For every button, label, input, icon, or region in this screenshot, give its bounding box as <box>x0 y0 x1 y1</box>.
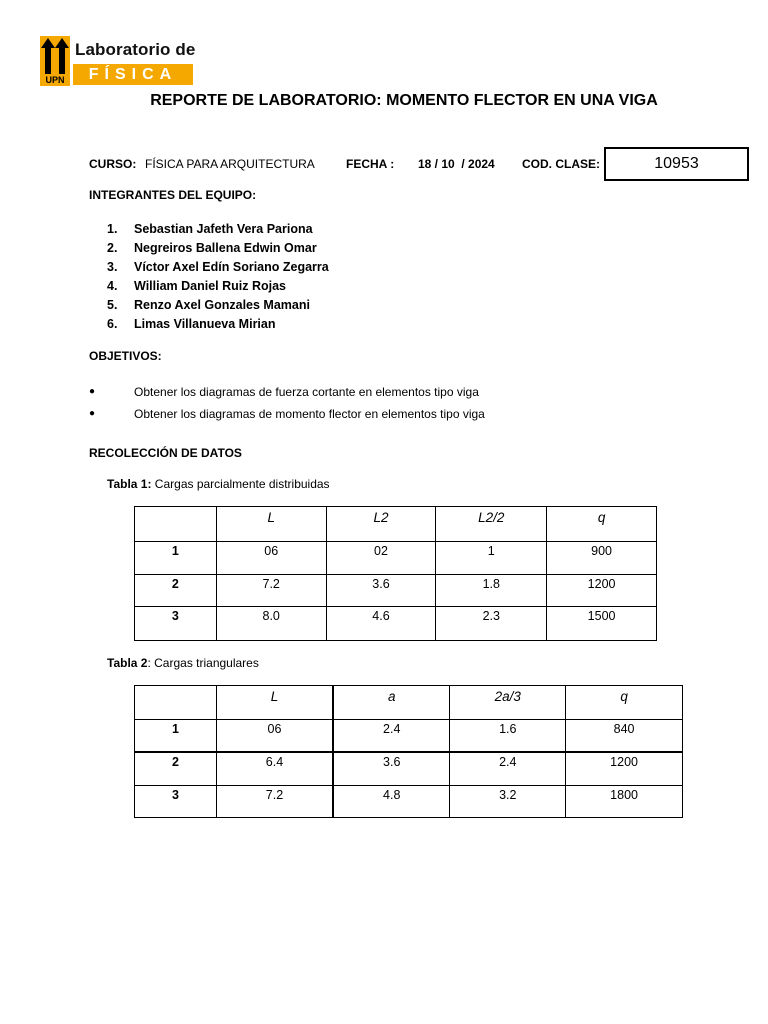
list-item: 6. Limas Villanueva Mirian <box>107 317 276 331</box>
fecha-value: 18 / 10 / 2024 <box>418 157 495 171</box>
curso-label: CURSO: <box>89 157 137 171</box>
integrantes-heading: INTEGRANTES DEL EQUIPO: <box>89 188 257 202</box>
list-item: 4. William Daniel Ruiz Rojas <box>107 279 287 293</box>
table-cargas-parciales <box>134 506 657 641</box>
bullet-icon: ● <box>89 386 96 397</box>
cod-clase-value: 10953 <box>604 147 749 181</box>
list-item: 3. Víctor Axel Edín Soriano Zegarra <box>107 260 329 274</box>
table-row: 1 06 2.4 1.6 840 <box>135 720 683 752</box>
table2-caption: Tabla 2: Cargas triangulares <box>107 656 259 670</box>
table-header-row: L a 2a/3 q <box>135 686 683 720</box>
logo-line2: FÍSICA <box>73 64 193 85</box>
logo-upn-text: UPN <box>45 75 65 85</box>
cod-clase-label: COD. CLASE: <box>522 157 600 171</box>
table-row: 3 8.0 4.6 2.3 1500 <box>135 607 657 641</box>
bullet-icon: ● <box>89 408 96 419</box>
list-item: ● Obtener los diagramas de momento flector en elementos tipo viga <box>89 405 485 427</box>
list-item: 2. Negreiros Ballena Edwin Omar <box>107 241 317 255</box>
table-row: 1 06 02 1 900 <box>135 542 657 575</box>
curso-value: FÍSICA PARA ARQUITECTURA <box>145 157 315 171</box>
lab-logo <box>40 36 194 86</box>
report-title: REPORTE DE LABORATORIO: MOMENTO FLECTOR EN UNA VIGA <box>150 92 658 109</box>
table-header-row: L L2 L2/2 q <box>135 507 657 542</box>
list-item: 1. Sebastian Jafeth Vera Pariona <box>107 222 313 236</box>
objectives-list <box>89 383 485 427</box>
list-item: 5. Renzo Axel Gonzales Mamani <box>107 298 310 312</box>
recoleccion-heading: RECOLECCIÓN DE DATOS <box>89 446 242 460</box>
table-row: 2 7.2 3.6 1.8 1200 <box>135 575 657 607</box>
list-item: ● Obtener los diagramas de fuerza cortante en elementos tipo viga <box>89 383 485 405</box>
team-list <box>107 220 329 334</box>
logo-line1: Laboratorio de <box>75 40 196 59</box>
objetivos-heading: OBJETIVOS: <box>89 349 162 363</box>
fecha-label: FECHA : <box>346 157 395 171</box>
table1-caption: Tabla 1: Cargas parcialmente distribuidas <box>107 477 330 491</box>
table-cargas-triangulares <box>134 685 683 818</box>
table-row: 2 6.4 3.6 2.4 1200 <box>135 752 683 786</box>
upn-arrow-icon <box>40 36 70 86</box>
table-row: 3 7.2 4.8 3.2 1800 <box>135 786 683 818</box>
